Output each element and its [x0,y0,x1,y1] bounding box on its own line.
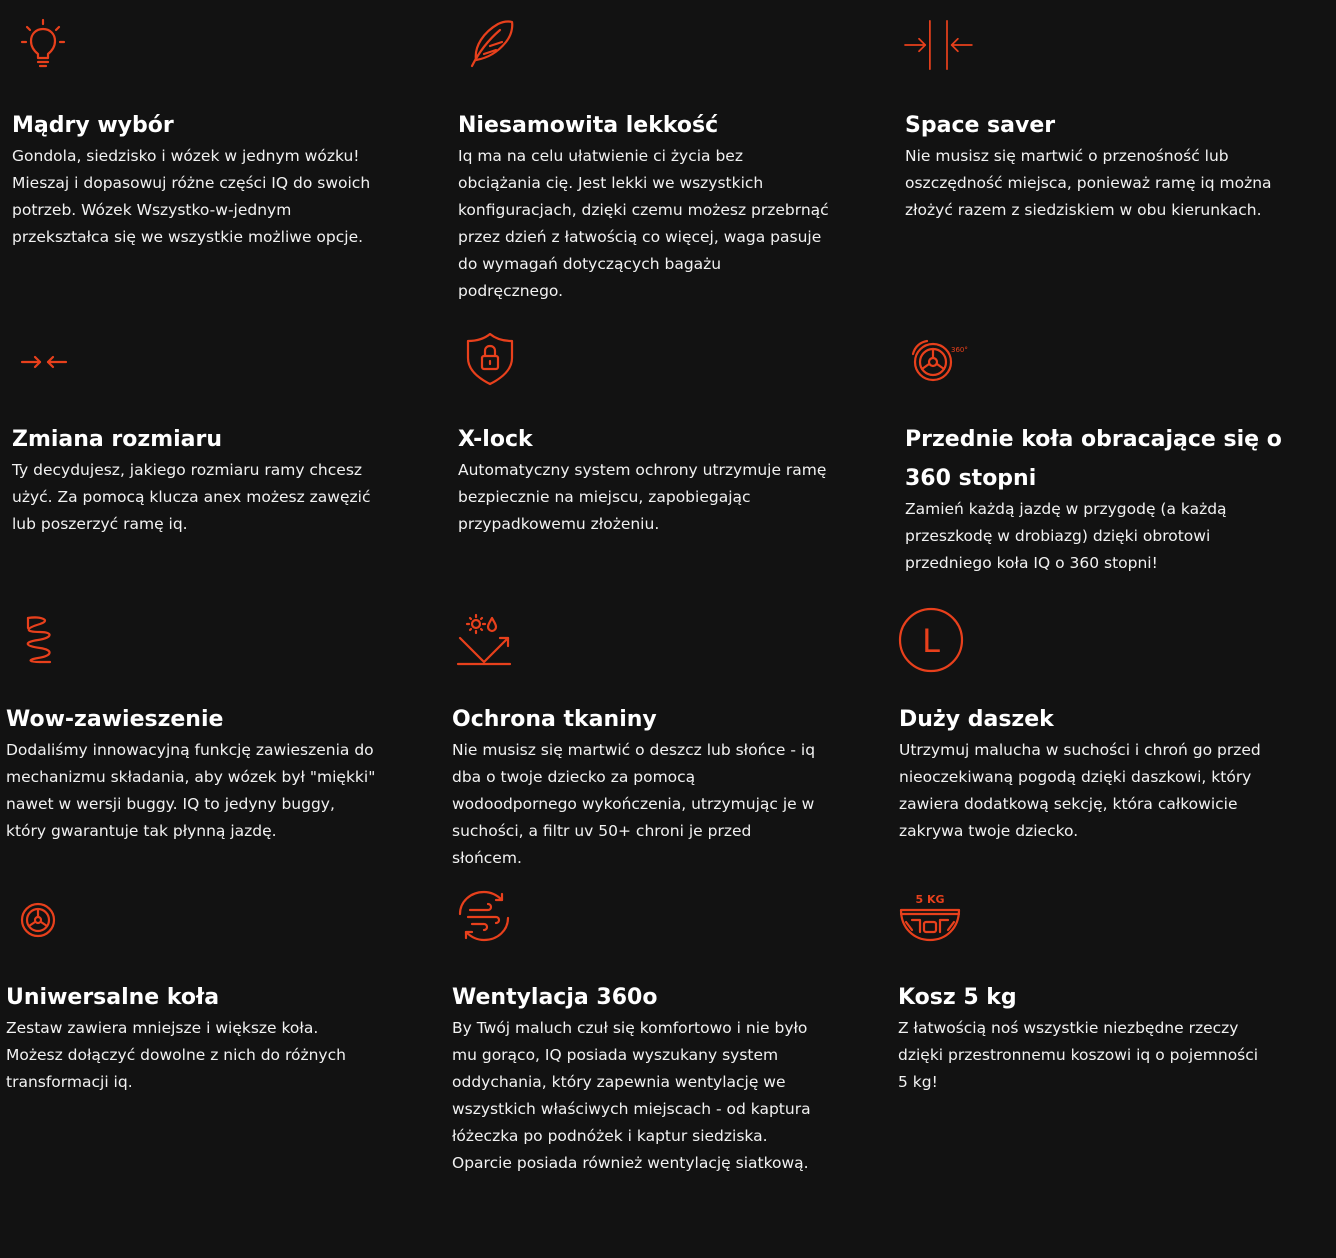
feature-title: Wow-zawieszenie [6,707,224,732]
feature-title: Space saver [905,113,1056,138]
feature-description: Gondola, siedzisko i wózek w jednym wózku! Mieszaj i dopasowuj różne części IQ do swoich potrzeb. Wózek Wszystko-w-jednym przekształca się we wszystkie możliwe opcje. [12,147,371,246]
shield-lock-icon [458,324,528,394]
basket-weight-label: 5 KG [915,893,945,906]
feature-description: Iq ma na celu ułatwienie ci życia bez obciążania cię. Jest lekki we wszystkich konfiguracjach, dzięki czemu możesz przebrnąć przez dzień z łatwością co więcej, waga pasuje do wymagań dotyczących bagażu podręcznego. [458,147,829,300]
feature-title: Ochrona tkaniny [452,707,657,732]
feature-title: Kosz 5 kg [898,985,1017,1010]
feature-title: X-lock [458,427,533,452]
feature-title: Duży daszek [899,707,1054,732]
feature-title: Niesamowita lekkość [458,113,719,138]
wheel-360-icon [905,324,975,394]
canopy-l-icon [899,604,969,674]
ventilation-icon [452,882,522,952]
feature-description: Z łatwością noś wszystkie niezbędne rzeczy dzięki przestronnemu koszowi iq o pojemności 5 kg! [898,1019,1259,1091]
feature-title: Mądry wybór [12,113,174,138]
feature-title: Uniwersalne koła [6,985,220,1010]
feature-title: Przednie koła obracające się o 360 stopni [905,427,1282,491]
feature-description: By Twój maluch czuł się komfortowo i nie było mu gorąco, IQ posiada wyszukany system oddychania, który zapewnia wentylację we wszystkich właściwych miejscach - od kaptura łóżeczka po podnóżek i kaptur siedziska. Oparcie posiada również wentylację siatkową. [452,1019,811,1172]
feature-description: Nie musisz się martwić o przenośność lub oszczędność miejsca, ponieważ ramę iq można złożyć razem z siedziskiem w obu kierunkach. [905,147,1272,219]
basket-icon [898,882,968,952]
spring-icon [6,604,76,674]
compress-arrows-icon [905,10,975,80]
feature-description: Zestaw zawiera mniejsze i większe koła. Możesz dołączyć dowolne z nich do różnych transformacji iq. [6,1019,346,1091]
feature-description: Nie musisz się martwić o deszcz lub słońce - iq dba o twoje dziecko za pomocą wodoodpornego wykończenia, utrzymując je w suchości, a filtr uv 50+ chroni je przed słońcem. [452,741,816,867]
feature-description: Zamień każdą jazdę w przygodę (a każdą przeszkodę w drobiazg) dzięki obrotowi przedniego koła IQ o 360 stopni! [905,500,1227,572]
feature-description: Utrzymuj malucha w suchości i chroń go przed nieoczekiwaną pogodą dzięki daszkowi, który zawiera dodatkową sekcję, która całkowicie zakrywa twoje dziecko. [899,741,1261,840]
feather-icon [458,10,528,80]
feature-title: Zmiana rozmiaru [12,427,223,452]
wheel-360-label: 360° [951,346,968,354]
fabric-protection-icon [452,604,522,674]
feature-description: Automatyczny system ochrony utrzymuje ramę bezpiecznie na miejscu, zapobiegając przypadkowemu złożeniu. [458,461,827,533]
resize-arrows-icon [12,324,82,394]
feature-description: Ty decydujesz, jakiego rozmiaru ramy chcesz użyć. Za pomocą klucza anex możesz zawęzić lub poszerzyć ramę iq. [12,461,371,533]
canopy-l-label: L [922,622,940,660]
feature-description: Dodaliśmy innowacyjną funkcję zawieszenia do mechanizmu składania, aby wózek był "miękki" nawet w wersji buggy. IQ to jedyny buggy, który gwarantuje tak płynną jazdę. [6,741,376,840]
feature-title: Wentylacja 360o [452,985,658,1010]
lightbulb-icon [12,10,82,80]
universal-wheel-icon [6,882,76,952]
